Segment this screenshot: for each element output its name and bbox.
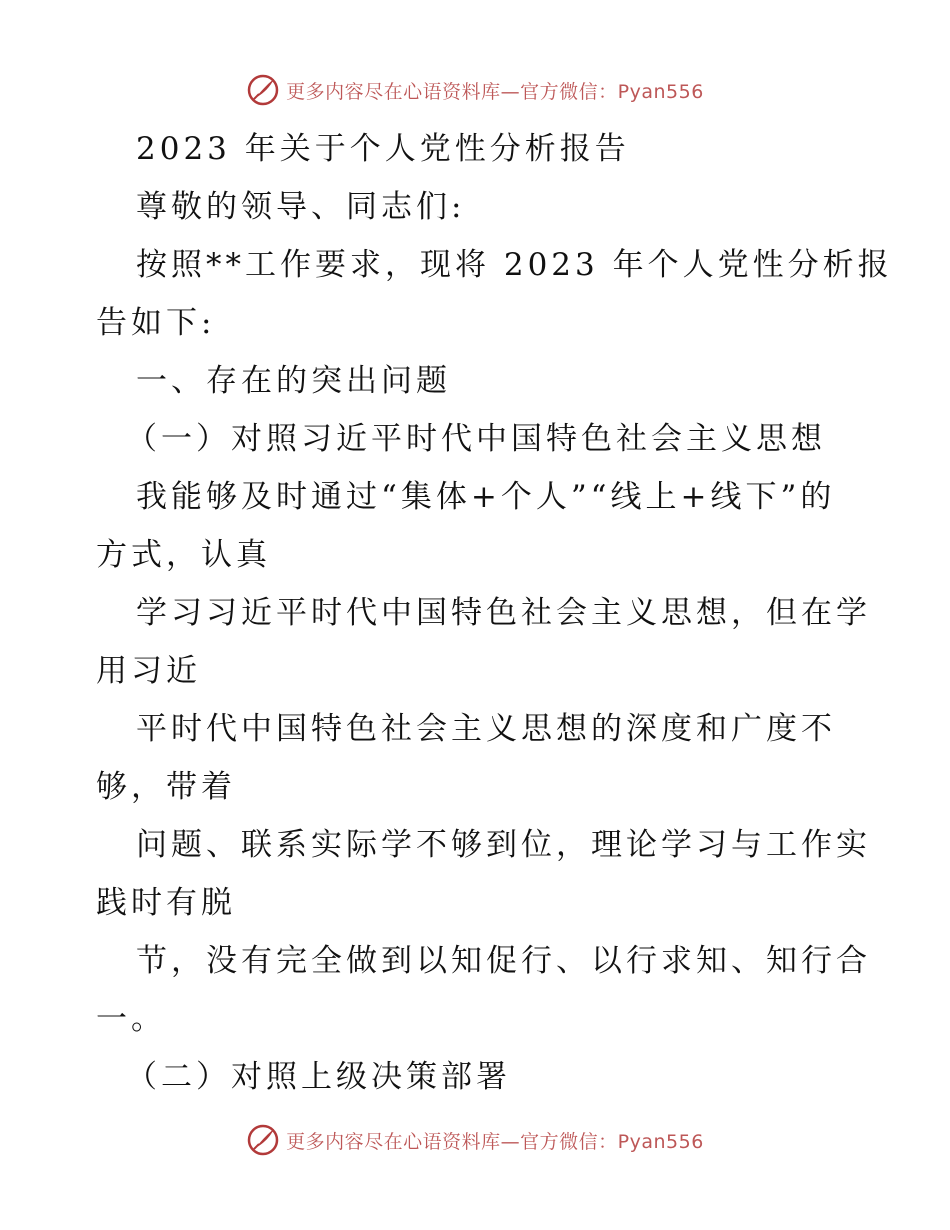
paragraph-line: 一。 (96, 1001, 166, 1037)
watermark-text: 更多内容尽在心语资料库—官方微信：Pyan556 (286, 80, 704, 103)
watermark-header (0, 70, 950, 110)
watermark-text: 更多内容尽在心语资料库—官方微信：Pyan556 (286, 1130, 704, 1153)
paragraph-line: 按照**工作要求，现将 2023 年个人党性分析报 (136, 247, 893, 283)
subsection-heading: （二）对照上级决策部署 (126, 1059, 511, 1095)
feather-quill-circle-icon (246, 73, 280, 107)
paragraph-line: 方式，认真 (96, 537, 271, 573)
paragraph-line: 践时有脱 (96, 885, 236, 921)
paragraph-line: 够，带着 (96, 769, 236, 805)
paragraph-line: 问题、联系实际学不够到位，理论学习与工作实 (136, 827, 871, 863)
paragraph-line: 用习近 (96, 653, 201, 689)
paragraph-line: 我能够及时通过“集体+个人”“线上+线下”的 (136, 479, 836, 515)
feather-quill-circle-icon (246, 1123, 280, 1157)
section-heading: 一、存在的突出问题 (136, 363, 451, 399)
watermark-footer (0, 1120, 950, 1160)
paragraph-line: 节，没有完全做到以知促行、以行求知、知行合 (136, 943, 871, 979)
salutation: 尊敬的领导、同志们: (136, 189, 466, 225)
subsection-heading: （一）对照习近平时代中国特色社会主义思想 (126, 421, 826, 457)
document-body (96, 120, 893, 1106)
document-title: 2023 年关于个人党性分析报告 (136, 131, 630, 167)
paragraph-line: 告如下: (96, 305, 216, 341)
paragraph-line: 学习习近平时代中国特色社会主义思想，但在学 (136, 595, 871, 631)
paragraph-line: 平时代中国特色社会主义思想的深度和广度不 (136, 711, 836, 747)
